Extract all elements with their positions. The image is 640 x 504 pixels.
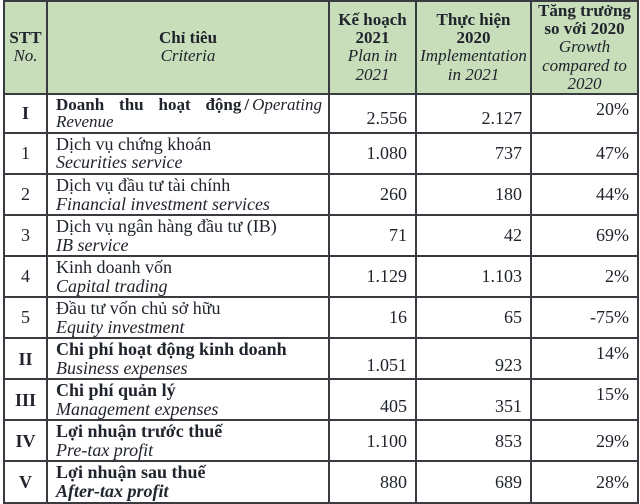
table-row-management-expenses xyxy=(4,379,638,420)
criteria-vi: Kinh doanh vốn xyxy=(56,257,172,278)
row-implementation-value: 180 xyxy=(416,174,531,215)
row-growth-value: 15% xyxy=(531,379,638,420)
row-implementation-value: 2.127 xyxy=(416,94,531,133)
criteria-vi: Đầu tư vốn chủ sở hữu xyxy=(56,298,221,319)
header-growth-en: Growth compared to 2020 xyxy=(542,37,627,93)
criteria-vi: Lợi nhuận sau thuế xyxy=(56,462,206,483)
row-growth-value: 14% xyxy=(531,338,638,379)
header-no-en: No. xyxy=(13,46,38,66)
criteria-en: Pre-tax profit xyxy=(56,439,154,460)
row-plan-value: 1.100 xyxy=(329,420,416,461)
row-no: 4 xyxy=(4,256,47,297)
header-criteria xyxy=(47,1,329,94)
header-growth xyxy=(531,1,638,94)
criteria-en: Management expenses xyxy=(56,398,219,419)
row-plan-value: 16 xyxy=(329,297,416,338)
row-plan-value: 1.051 xyxy=(329,338,416,379)
row-no: V xyxy=(4,461,47,502)
criteria-separator: / xyxy=(244,94,250,114)
table-row-business-expenses xyxy=(4,338,638,379)
row-criteria xyxy=(47,174,329,215)
table-row-securities-service xyxy=(4,133,638,174)
row-growth-value: 28% xyxy=(531,461,638,502)
row-plan-value: 2.556 xyxy=(329,94,416,133)
row-plan-value: 1.080 xyxy=(329,133,416,174)
row-growth-value: 47% xyxy=(531,133,638,174)
row-plan-value: 71 xyxy=(329,215,416,256)
table-row-operating-revenue xyxy=(4,94,638,133)
row-growth-value: -75% xyxy=(531,297,638,338)
header-no xyxy=(4,1,47,94)
row-implementation-value: 65 xyxy=(416,297,531,338)
row-no: II xyxy=(4,338,47,379)
row-implementation-value: 853 xyxy=(416,420,531,461)
criteria-en: After-tax profit xyxy=(56,480,169,501)
criteria-en: IB service xyxy=(56,234,129,255)
criteria-vi: Chi phí hoạt động kinh doanh xyxy=(56,339,287,360)
criteria-en: Operating Revenue xyxy=(56,94,322,132)
criteria-en: Business expenses xyxy=(56,357,188,378)
table-body xyxy=(4,94,638,503)
row-growth-value: 69% xyxy=(531,215,638,256)
row-implementation-value: 737 xyxy=(416,133,531,174)
row-criteria xyxy=(47,256,329,297)
criteria-en: Capital trading xyxy=(56,275,168,296)
header-implementation xyxy=(416,1,531,94)
row-criteria xyxy=(47,461,329,502)
header-implementation-en: Implementation in 2021 xyxy=(420,46,527,84)
row-criteria xyxy=(47,297,329,338)
row-growth-value: 29% xyxy=(531,420,638,461)
criteria-vi: Dịch vụ chứng khoán xyxy=(56,133,212,154)
row-plan-value: 405 xyxy=(329,379,416,420)
header-no-vi: STT xyxy=(9,28,42,48)
row-no: I xyxy=(4,94,47,133)
table-row-capital-trading xyxy=(4,256,638,297)
header-plan-en: Plan in 2021 xyxy=(347,46,398,84)
header-criteria-vi: Chỉ tiêu xyxy=(158,28,218,48)
row-no: 5 xyxy=(4,297,47,338)
criteria-vi: Dịch vụ ngân hàng đầu tư (IB) xyxy=(56,216,277,237)
criteria-vi: Lợi nhuận trước thuế xyxy=(56,421,223,442)
table-header xyxy=(4,1,638,94)
row-implementation-value: 923 xyxy=(416,338,531,379)
row-no: 3 xyxy=(4,215,47,256)
criteria-en: Securities service xyxy=(56,152,183,173)
row-growth-value: 2% xyxy=(531,256,638,297)
table-row-pretax-profit xyxy=(4,420,638,461)
header-criteria-en: Criteria xyxy=(160,46,216,66)
row-plan-value: 260 xyxy=(329,174,416,215)
row-implementation-value: 689 xyxy=(416,461,531,502)
table-row-ib-service xyxy=(4,215,638,256)
row-criteria xyxy=(47,94,329,133)
row-plan-value: 1.129 xyxy=(329,256,416,297)
row-growth-value: 44% xyxy=(531,174,638,215)
header-implementation-vi: Thực hiện 2020 xyxy=(436,10,511,48)
criteria-en: Financial investment services xyxy=(56,193,270,214)
criteria-vi: Chi phí quản lý xyxy=(56,380,176,401)
row-no: III xyxy=(4,379,47,420)
row-criteria xyxy=(47,338,329,379)
row-growth-value: 20% xyxy=(531,94,638,133)
row-implementation-value: 351 xyxy=(416,379,531,420)
header-row xyxy=(4,1,638,94)
row-implementation-value: 42 xyxy=(416,215,531,256)
row-no: 2 xyxy=(4,174,47,215)
header-growth-vi: Tăng trưởng so với 2020 xyxy=(538,1,631,39)
row-implementation-value: 1.103 xyxy=(416,256,531,297)
row-criteria xyxy=(47,379,329,420)
criteria-en: Equity investment xyxy=(56,316,185,337)
header-plan xyxy=(329,1,416,94)
row-no: 1 xyxy=(4,133,47,174)
criteria-vi: Dịch vụ đầu tư tài chính xyxy=(56,175,231,195)
row-criteria xyxy=(47,215,329,256)
financial-results-table xyxy=(3,0,639,504)
criteria-vi: Doanh thu hoạt động xyxy=(56,94,242,114)
row-no: IV xyxy=(4,420,47,461)
table-row-equity-investment xyxy=(4,297,638,338)
header-plan-vi: Kế hoạch 2021 xyxy=(338,10,407,48)
row-plan-value: 880 xyxy=(329,461,416,502)
table-row-aftertax-profit xyxy=(4,461,638,502)
row-criteria xyxy=(47,133,329,174)
row-criteria xyxy=(47,420,329,461)
table-row-financial-investment xyxy=(4,174,638,215)
